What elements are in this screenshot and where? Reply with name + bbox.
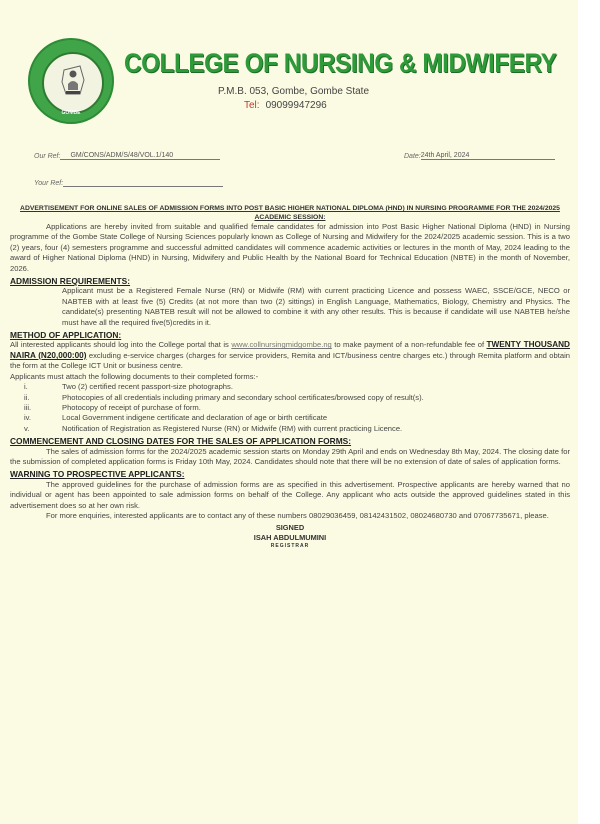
college-name: COLLEGE OF NURSING & MIDWIFERY [124,48,557,78]
signature-block [10,523,570,552]
attach-documents-intro: Applicants must attach the following documents to their completed forms:- [10,371,259,381]
enquiries-text: For more enquiries, interested applicants are to contact any of these numbers 08029036459, 08142431502, 08024680730 and 07067735671, please. [46,510,549,520]
dates-heading: COMMENCEMENT AND CLOSING DATES FOR THE SALES OF APPLICATION FORMS: [10,436,352,447]
application-fee: TWENTY THOUSAND NAIRA (N20,000:00) [10,340,570,360]
college-address: P.M.B. 053, Gombe, Gombe State [218,86,370,97]
logo-emblem [42,52,104,114]
college-telephone [244,100,327,111]
list-item [10,382,570,392]
date-label: Date: [404,153,421,160]
method-of-application-text [10,340,570,371]
list-item [10,413,570,423]
signatory-name: ISAH ABDULMUMINI [253,532,327,542]
list-item-number: ii. [24,392,30,402]
our-ref-label: Our Ref: [34,153,61,160]
list-item-number: v. [24,423,30,433]
dates-text: The sales of admission forms for the 2024/2025 academic session starts on Monday 29th April and ends on Wednesday 8th May, 2024. The closing date for the submission of completed application forms is Friday 10th May, 2024. Candidates should note that there will be no extension of date of sales of application forms. [10,446,570,466]
list-item [10,424,570,434]
method-text-2: to make payment of a non-refundable fee of [331,340,487,350]
warning-text: The approved guidelines for the purchase of admission forms are as specified in this advertisement. Prospective applicants are hereby warned that no individual or agent has been appointed to sale admission forms on behalf of the College. Any applicant who acts outside the approved guidelines stated in this advertisement does so at her own risk. [10,479,570,510]
method-of-application-heading: METHOD OF APPLICATION: [10,330,122,341]
list-item-number: iii. [24,402,32,412]
list-item [10,393,570,403]
your-ref [34,180,223,187]
warning-heading: WARNING TO PROSPECTIVE APPLICANTS: [10,469,185,480]
admission-requirements-text: Applicant must be a Registered Female Nurse (RN) or Midwife (RM) with current practicing Licence and possess WAEC, SSCE/GCE, NECO or NABTEB with at least five (5) Credits (at not more than two (2) sittings) in English Language, Mathematics, Biology, Chemistry and Physics. The candidate(s) presenting NABTEB result will not be allowed to combine it with any other results. This is because if candidate will use NABTEB he/she must have all the required five(5)credits in it. [62,286,570,327]
nurse-figure-icon [60,64,86,98]
list-item-number: i. [24,382,28,392]
list-item-text: Two (2) certified recent passport-size photographs. [62,382,233,392]
our-ref-value: GM/CONS/ADM/S/48/VOL.1/140 [60,152,220,160]
intro-paragraph: Applications are hereby invited from suitable and qualified female candidates for admission into Post Basic Higher National Diploma (HND) in Nursing programme of the Gombe State College of Nursing Sciences popularly known as College of Nursing and Midwifery for the 2024/2025 academic session. This is a two (2) years, four (4) semesters programme and successful admitted candidates will commence academic activities or lectures in the month of May, 2024 leading to the award of Higher National Diploma (HND) in Nursing, Midwifery and Public Health by the National Board for Technical Education (NBTE) in the month of November, 2026. [10,222,570,273]
signatory-role: REGISTRAR [270,543,310,550]
tel-label: Tel: [244,100,260,111]
list-item-text: Notification of Registration as Registered Nurse (RN) or Midwife (RM) with current practicing Licence. [62,423,403,433]
letter-body [10,204,570,552]
method-text-1: All interested applicants should log into the College portal that is [10,340,232,350]
date-value: 24th April, 2024 [421,152,555,160]
letter-date [404,152,555,160]
list-item-text: Local Government indigene certificate and declaration of age or birth certificate [62,413,328,423]
required-documents-list [10,382,570,434]
your-ref-value [63,186,223,187]
tel-number: 09099947296 [265,100,327,111]
list-item-text: Photocopies of all credentials including primary and secondary school certificates/browsed copy of result(s). [62,392,424,402]
college-portal-link[interactable]: www.collnursingmidgombe.ng [231,340,332,350]
admission-requirements-heading: ADMISSION REQUIREMENTS: [10,276,131,287]
our-ref [34,152,220,160]
signed-label: SIGNED [275,523,305,533]
list-item [10,403,570,413]
list-item-number: iv. [24,413,32,423]
your-ref-label: Your Ref: [34,180,64,187]
method-text-3: excluding e-service charges (charges for service providers, Remita and ICT/business centre charges etc.) through Remita platform and obtain the form at the College ICT Unit or business centre. [10,350,570,371]
college-logo-icon [28,38,114,124]
page-margin [578,0,600,824]
logo-caption: GOMBE [61,110,81,116]
list-item-text: Photocopy of receipt of purchase of form. [62,402,201,412]
advertisement-title: ADVERTISEMENT FOR ONLINE SALES OF ADMISSION FORMS INTO POST BASIC HIGHER NATIONAL DIPLOMA (HND) IN NURSING PROGRAMME FOR THE 2024/2025 ACADEMIC SESSION: [20,205,560,221]
